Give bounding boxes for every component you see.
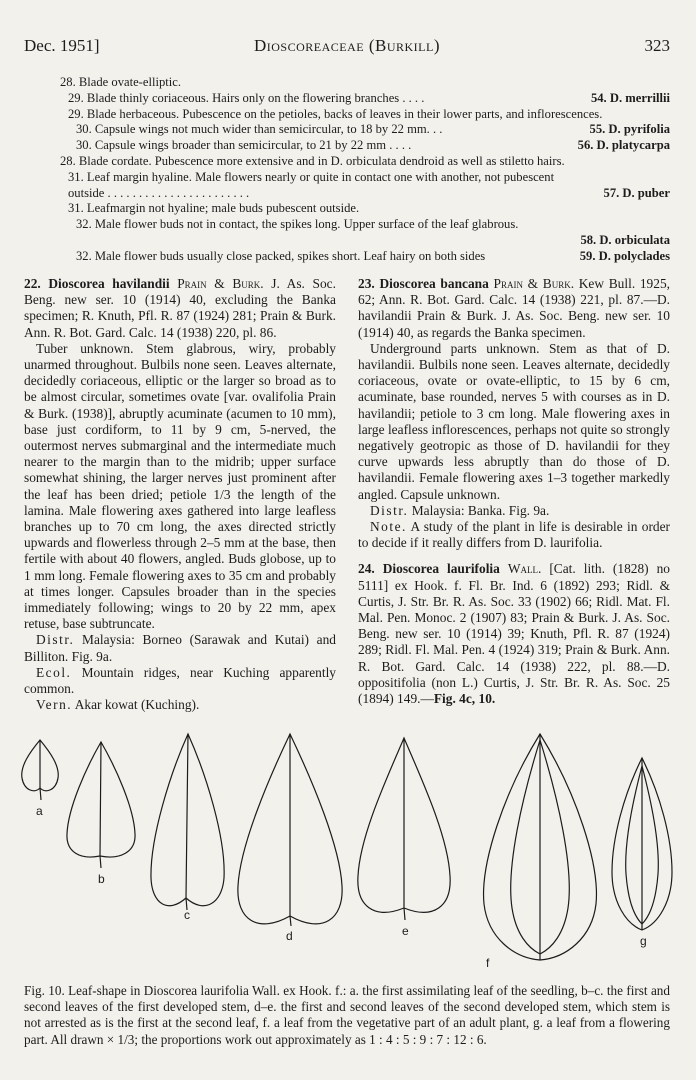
key-line: 31. Leafmargin not hyaline; male buds pubescent outside.: [68, 201, 360, 216]
leaf-label-d: d: [286, 929, 293, 943]
key-line: 30. Capsule wings not much wider than semicircular, to 18 by 22 mm. . . 55. D. pyrifolia: [76, 122, 670, 137]
leaf-d: [238, 734, 342, 926]
species-23-distribution: Distr. Malaysia: Banka. Fig. 9a.: [370, 502, 550, 518]
key-result: 59. D. polyclades: [579, 248, 670, 263]
leaf-label-g: g: [640, 934, 647, 948]
left-column: [24, 276, 336, 713]
species-22-description: Tuber unknown. Stem glabrous, wiry, probably unarmed throughout. Bulbils none seen. Leaves alternate, decidedly coriaceous, elliptic or the larger so broad as to be almost circular, sometimes ovate [var. ovalifolia Prain & Burk. (1938)], abruptly acuminate (acumen to 10 mm), base just cordiform, to 11 by 9 cm, 5-nerved, the outermost nerves submarginal and the intermediate much nearer to the margin than to the midrib; upper surface somewhat shining, the larger nerves just prominent after the leaf has been dried; petiole 1/3 the length of the lamina. Male flowering axes gathered into large leafless branches up to 70 cm long, the axes directed strictly upwards and flowerless through 2–5 mm at the base, then fertile with about 40 flowers, angled. Buds globose, up to 1 mm long. Female flowering axes to 35 cm and probably at times longer. Capsules broader than in the species immediately following; wings to 20 by 22 mm, apex retuse, base subtruncate.: [24, 340, 336, 632]
leaf-label-f: f: [486, 956, 490, 970]
leaf-b: [67, 742, 135, 868]
identification-key: [24, 75, 670, 265]
key-line: 32. Male flower buds not in contact, the spikes long. Upper surface of the leaf glabrous. 58. D. orbiculata: [76, 217, 670, 248]
leaf-label-e: e: [402, 924, 409, 938]
figure-caption: Fig. 10. Leaf-shape in Dioscorea laurifolia Wall. ex Hook. f.: a. the first assimilating leaf of the seedling, b–c. the first and second leaves of the first developed stem, d–e. the first and second leaves of the second developed stem, which stem is not arrested as is the first at the second leaf, f. a leaf from the vegetative part of an adult plant, g. a leaf from a flowering part. All drawn × 1/3; the proportions work out approximately as 1 : 4 : 5 : 9 : 7 : 12 : 6.: [24, 983, 670, 1047]
species-22-vernacular: Vern. Akar kowat (Kuching).: [36, 697, 200, 713]
species-24-heading: 24. Dioscorea laurifolia Wall. [Cat. lith. (1828) no 5111] ex Hook. f. Fl. Br. Ind. 6 (1892) 293; Ridl. & Curtis, J. Str. Br. R. As. Soc. 33 (1902) 66; Ridl. Mat. Fl. Mal. Pen. Monoc. 2 (1907) 83; Prain & Burk. J. As. Soc. Beng. new ser. 10 (1914) 39; Knuth, Pfl. R. 87 (1924) 289; Ridl. Fl. Mal. Pen. 4 (1924) 319; Prain & Burk. Ann. R. Bot. Gard. Calc. 14 (1938) 222, pl. 88.—D. oppositifolia (non L.) Curtis, J. Str. Br. R. As. Soc. 25 (1894) 149.—Fig. 4c, 10.: [358, 561, 670, 707]
leaf-label-b: b: [98, 872, 105, 886]
key-result: 55. D. pyrifolia: [589, 122, 670, 137]
key-result: 56. D. platycarpa: [577, 138, 670, 153]
leaf-f: [484, 734, 597, 960]
key-line: 28. Blade cordate. Pubescence more extensive and in D. orbiculata dendroid as well as stiletto hairs.: [60, 153, 565, 168]
leaf-g: [612, 758, 672, 930]
key-result: 54. D. merrillii: [590, 90, 670, 105]
header-title: Dioscoreaceae (Burkill): [253, 36, 441, 55]
species-22-ecology: Ecol. Mountain ridges, near Kuching apparently common.: [24, 664, 337, 697]
species-23-note: Note. A study of the plant in life is desirable in order to decide if it really differs from D. laurifolia.: [358, 519, 671, 551]
leaf-a: [22, 740, 59, 800]
key-line: 29. Blade herbaceous. Pubescence on the petioles, backs of leaves in their lower parts, and inflorescences.: [68, 106, 603, 121]
leaf-label-a: a: [36, 804, 43, 818]
header-date: Dec. 1951]: [24, 36, 100, 55]
key-line: 28. Blade ovate-elliptic.: [60, 75, 181, 89]
page-number: 323: [644, 36, 670, 55]
right-column: [358, 276, 670, 707]
key-line: 32. Male flower buds usually close packed, spikes short. Leaf hairy on both sides 59. D. polyclades: [76, 248, 670, 263]
species-23-heading: 23. Dioscorea bancana Prain & Burk. Kew Bull. 1925, 62; Ann. R. Bot. Gard. Calc. 14 (1938) 221, pl. 87.—D. havilandii Prain & Burk. J. As. Soc. Beng. new ser. 10 (1914) 40, as regards the Banka specimen.: [358, 276, 670, 340]
leaf-shape-figure: [0, 728, 696, 976]
species-22-distribution: Distr. Malaysia: Borneo (Sarawak and Kutai) and Billiton. Fig. 9a.: [24, 632, 336, 664]
key-line: 31. Leaf margin hyaline. Male flowers nearly or quite in contact one with another, not pubescent outside . . . . . . . . . . . . . . . . . . . . . . . 57. D. puber: [68, 169, 670, 200]
key-result: 58. D. orbiculata: [580, 233, 670, 248]
species-23-description: Underground parts unknown. Stem as that of D. havilandii. Bulbils none seen. Leaves alternate, decidedly coriaceous, ovate or ovate-elliptic, to 15 by 6 cm, acuminate, base rounded, nerves 5 with courses as in D. havilandii; petiole to 3 cm long. Male flowering axes in large leafless inflorescences, perhaps not quite so strongly negatively geotropic as those of D. havilandii for they curve upwards less abruptly than do those of D. havilandii. Female flowering axes 1–3 together markedly angled. Capsule unknown.: [358, 340, 670, 502]
leaf-c: [151, 734, 224, 910]
running-header: [24, 36, 670, 60]
leaf-e: [358, 738, 450, 920]
key-line: 30. Capsule wings broader than semicircular, to 21 by 22 mm . . . . 56. D. platycarpa: [76, 138, 670, 153]
leaf-label-c: c: [184, 908, 190, 922]
key-line: 29. Blade thinly coriaceous. Hairs only on the flowering branches . . . . 54. D. merrillii: [68, 90, 670, 105]
species-22-heading: 22. Dioscorea havilandii Prain & Burk. J. As. Soc. Beng. new ser. 10 (1914) 40, excluding the Banka specimen; R. Knuth, Pfl. R. 87 (1924) 281; Prain & Burk. Ann. R. Bot. Gard. Calc. 14 (1938) 220, pl. 86.: [24, 276, 336, 340]
key-result: 57. D. puber: [603, 185, 670, 200]
